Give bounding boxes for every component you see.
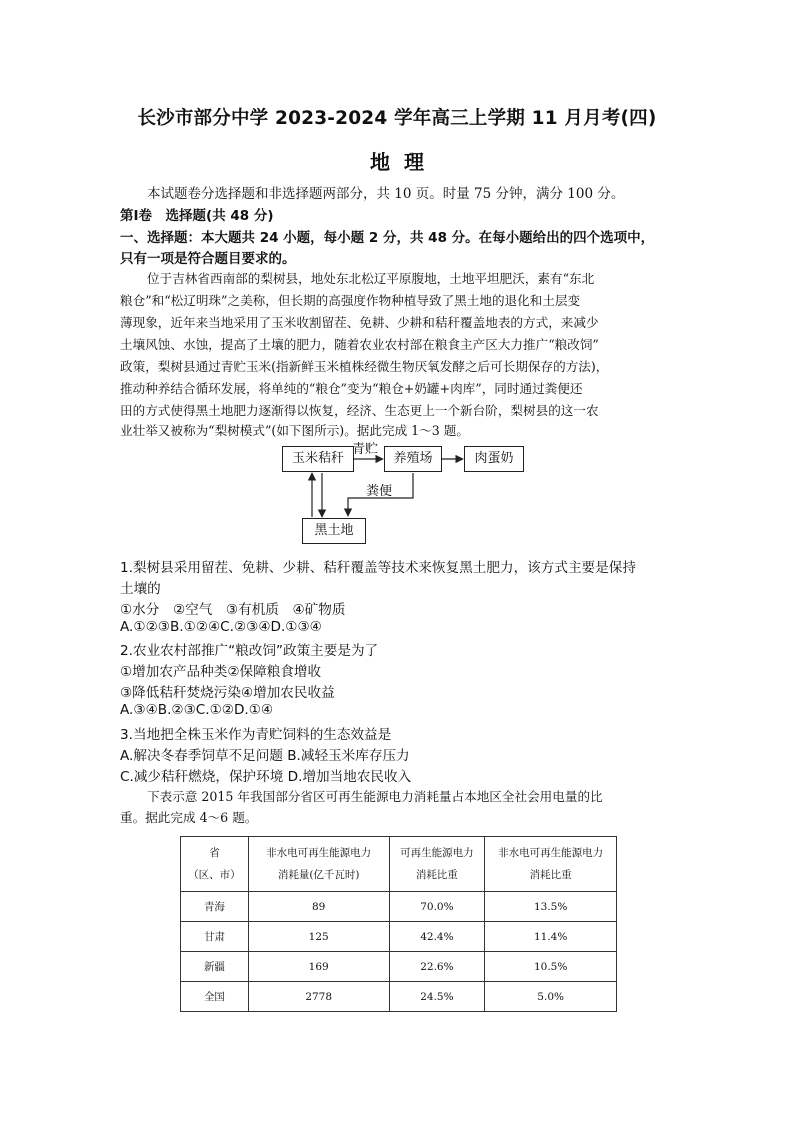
q3-stem: 3.当地把全株玉米作为青贮饲料的生态效益是 (120, 727, 392, 743)
section-instruction-1: 一、选择题：本大题共 24 小题，每小题 2 分，共 48 分。在每小题给出的四个选项中， (120, 230, 655, 246)
passage1-line-2: 粮仓”和“松辽明珠”之美称，但长期的高强度作物种植导致了黑土地的退化和土层变 (120, 293, 581, 308)
passage2-line-2: 重。据此完成 4～6 题。 (120, 810, 258, 825)
table-cell: 24.5% (389, 982, 485, 1012)
box-product: 肉蛋奶 (464, 446, 524, 472)
table-cell: 42.4% (389, 922, 485, 952)
table-row (181, 982, 617, 1012)
header-nonhydro-share (485, 837, 617, 892)
section-instruction-2: 只有一项是符合题目要求的。 (120, 251, 296, 267)
table-cell: 5.0% (485, 982, 617, 1012)
section-part: 第Ⅰ卷 选择题(共 48 分) (120, 208, 274, 224)
table-cell: 青海 (181, 892, 249, 922)
passage1-line-8: 业壮举又被称为“梨树模式”(如下图所示)。据此完成 1～3 题。 (120, 423, 469, 438)
header-nonhydro-share-l2: 消耗比重 (529, 869, 572, 881)
label-manure: 粪便 (366, 484, 393, 499)
box-corn-stalk: 玉米秸秆 (282, 446, 354, 472)
passage1-line-1: 位于吉林省西南部的梨树县，地处东北松辽平原腹地，土地平坦肥沃，素有“东北 (147, 271, 595, 286)
exam-intro: 本试题卷分选择题和非选择题两部分，共 10 页。时量 75 分钟，满分 100 分。 (147, 186, 625, 202)
header-renewable-share-l1: 可再生能源电力 (400, 847, 474, 859)
flow-diagram (270, 440, 530, 550)
header-nonhydro-share-l1: 非水电可再生能源电力 (498, 847, 604, 859)
table-cell: 22.6% (389, 952, 485, 982)
table-header-row (181, 837, 617, 892)
header-consumption (248, 837, 389, 892)
header-consumption-l2: 消耗量(亿千瓦时) (277, 869, 360, 881)
q1-stem-2: 土壤的 (120, 581, 161, 597)
table-cell: 新疆 (181, 952, 249, 982)
table-cell: 全国 (181, 982, 249, 1012)
q2-items-1: ①增加农产品种类②保障粮食增收 (120, 664, 322, 680)
passage1-line-5: 政策，梨树县通过青贮玉米(指新鲜玉米植株经微生物厌氧发酵之后可长期保存的方法)， (120, 359, 609, 374)
exam-title: 长沙市部分中学 2023-2024 学年高三上学期 11 月月考(四) (137, 108, 657, 129)
table-cell: 甘肃 (181, 922, 249, 952)
q2-stem: 2.农业农村部推广“粮改饲”政策主要是为了 (120, 643, 379, 659)
table-cell: 125 (248, 922, 389, 952)
energy-table (180, 836, 617, 1012)
passage1-line-4: 土壤风蚀、水蚀，提高了土壤的肥力，随着农业农村部在粮食主产区大力推广“粮改饲” (120, 337, 599, 352)
passage2-line-1: 下表示意 2015 年我国部分省区可再生能源电力消耗量占本地区全社会用电量的比 (147, 789, 603, 804)
table-cell: 2778 (248, 982, 389, 1012)
table-cell: 169 (248, 952, 389, 982)
table-cell: 89 (248, 892, 389, 922)
header-renewable-share (389, 837, 485, 892)
table-cell: 10.5% (485, 952, 617, 982)
q3-options-2: C.减少秸秆燃烧，保护环境 D.增加当地农民收入 (120, 769, 412, 785)
box-farm: 养殖场 (384, 446, 442, 472)
table-cell: 11.4% (485, 922, 617, 952)
header-province (181, 837, 249, 892)
header-province-l2: （区、市） (188, 869, 241, 881)
header-province-l1: 省 (209, 847, 220, 859)
table-cell: 13.5% (485, 892, 617, 922)
passage1-line-3: 薄现象，近年来当地采用了玉米收割留茬、免耕、少耕和秸秆覆盖地表的方式，来减少 (120, 315, 599, 330)
q1-items: ①水分 ②空气 ③有机质 ④矿物质 (120, 602, 346, 618)
passage1-line-7: 田的方式使得黑土地肥力逐渐得以恢复，经济、生态更上一个新台阶，梨树县的这一农 (120, 403, 599, 418)
q2-items-2: ③降低秸秆焚烧污染④增加农民收益 (120, 685, 335, 701)
q3-options-1: A.解决冬春季饲草不足问题 B.减轻玉米库存压力 (120, 748, 410, 764)
box-black-soil: 黑土地 (302, 518, 366, 544)
table-cell: 70.0% (389, 892, 485, 922)
table-row (181, 922, 617, 952)
label-silage: 青贮 (352, 442, 379, 457)
subject-title: 地理 (370, 150, 438, 174)
table-row (181, 892, 617, 922)
q1-stem-1: 1.梨树县采用留茬、免耕、少耕、秸秆覆盖等技术来恢复黑土肥力，该方式主要是保持 (120, 560, 636, 576)
table-row (181, 952, 617, 982)
passage1-line-6: 推动种养结合循环发展，将单纯的“粮仓”变为“粮仓+奶罐+肉库”，同时通过粪便还 (120, 381, 583, 396)
q1-options: A.①②③B.①②④C.②③④D.①③④ (120, 619, 322, 635)
header-renewable-share-l2: 消耗比重 (415, 869, 458, 881)
header-consumption-l1: 非水电可再生能源电力 (266, 847, 372, 859)
q2-options: A.③④B.②③C.①②D.①④ (120, 702, 274, 718)
